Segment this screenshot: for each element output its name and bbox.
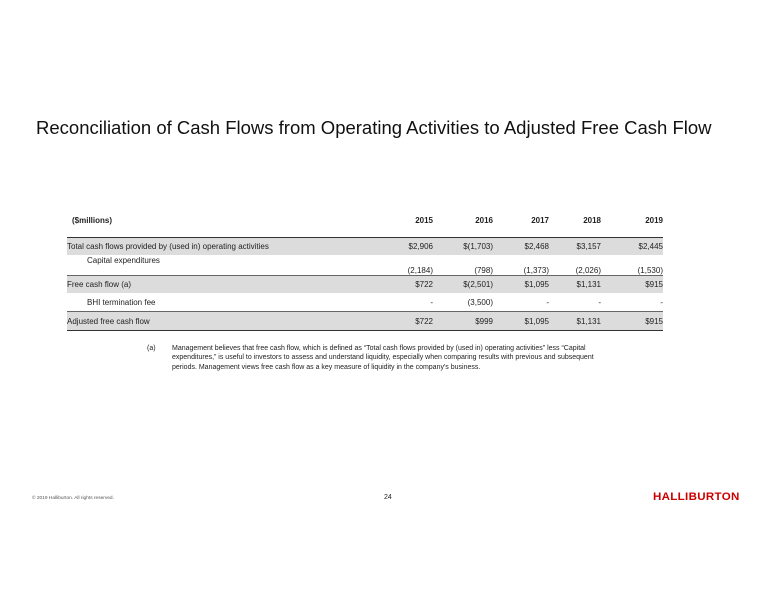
cell-value: (3,500)	[467, 297, 493, 307]
slide-title: Reconciliation of Cash Flows from Operating Activities to Adjusted Free Cash Flow	[36, 117, 712, 138]
cell-value: (1,530)	[637, 266, 663, 275]
row-label: Adjusted free cash flow	[67, 312, 373, 331]
footnote-text: Management believes that free cash flow, which is defined as “Total cash flows provided by (used in) operating activities” less “Capital expenditures,” is useful to investors to assess and understand liquidity, especially when comparing results with previous and subsequent periods. Management views free cash flow as a key measure of liquidity in the company's business.	[172, 345, 594, 371]
row-label: BHI termination fee	[87, 297, 156, 307]
footnote	[147, 344, 617, 372]
cell-value: $999	[433, 312, 493, 331]
cell-value: -	[660, 297, 663, 307]
cell-value: $1,131	[549, 312, 601, 331]
cell-value: $1,095	[493, 276, 549, 294]
row-label: Total cash flows provided by (used in) operating activities	[67, 238, 373, 256]
table-row	[67, 312, 663, 331]
cell-value: $722	[373, 312, 433, 331]
cell-value: $(2,501)	[433, 276, 493, 294]
header-year: 2016	[475, 215, 493, 225]
cell-value: $2,906	[373, 238, 433, 256]
header-year: 2017	[531, 215, 549, 225]
cell-value: $915	[601, 276, 663, 294]
cash-flow-table	[67, 209, 663, 331]
footnote-marker: (a)	[147, 345, 156, 352]
cell-value: $1,095	[493, 312, 549, 331]
cell-value: $915	[601, 312, 663, 331]
row-label: Capital expenditures	[87, 256, 160, 265]
header-year: 2019	[645, 215, 663, 225]
cell-value: $722	[373, 276, 433, 294]
table-row	[67, 255, 663, 276]
cell-value: $(1,703)	[433, 238, 493, 256]
copyright-notice: © 2019 Halliburton. All rights reserved.	[32, 496, 114, 501]
table-header-row	[67, 209, 663, 231]
page-number: 24	[384, 494, 392, 501]
cell-value: -	[546, 297, 549, 307]
cell-value: (798)	[474, 266, 493, 275]
header-year: 2018	[583, 215, 601, 225]
cell-value: $2,468	[493, 238, 549, 256]
cell-value: $1,131	[549, 276, 601, 294]
cell-value: -	[430, 297, 433, 307]
cell-value: (2,026)	[575, 266, 601, 275]
table-row	[67, 276, 663, 294]
cell-value: -	[598, 297, 601, 307]
header-units: ($millions)	[72, 215, 113, 225]
cell-value: (2,184)	[407, 266, 433, 275]
table-row	[67, 293, 663, 312]
cell-value: (1,373)	[523, 266, 549, 275]
row-label: Free cash flow (a)	[67, 276, 373, 294]
halliburton-logo: HALLIBURTON	[653, 491, 740, 503]
header-year: 2015	[415, 215, 433, 225]
cell-value: $2,445	[601, 238, 663, 256]
table-row	[67, 238, 663, 256]
cell-value: $3,157	[549, 238, 601, 256]
